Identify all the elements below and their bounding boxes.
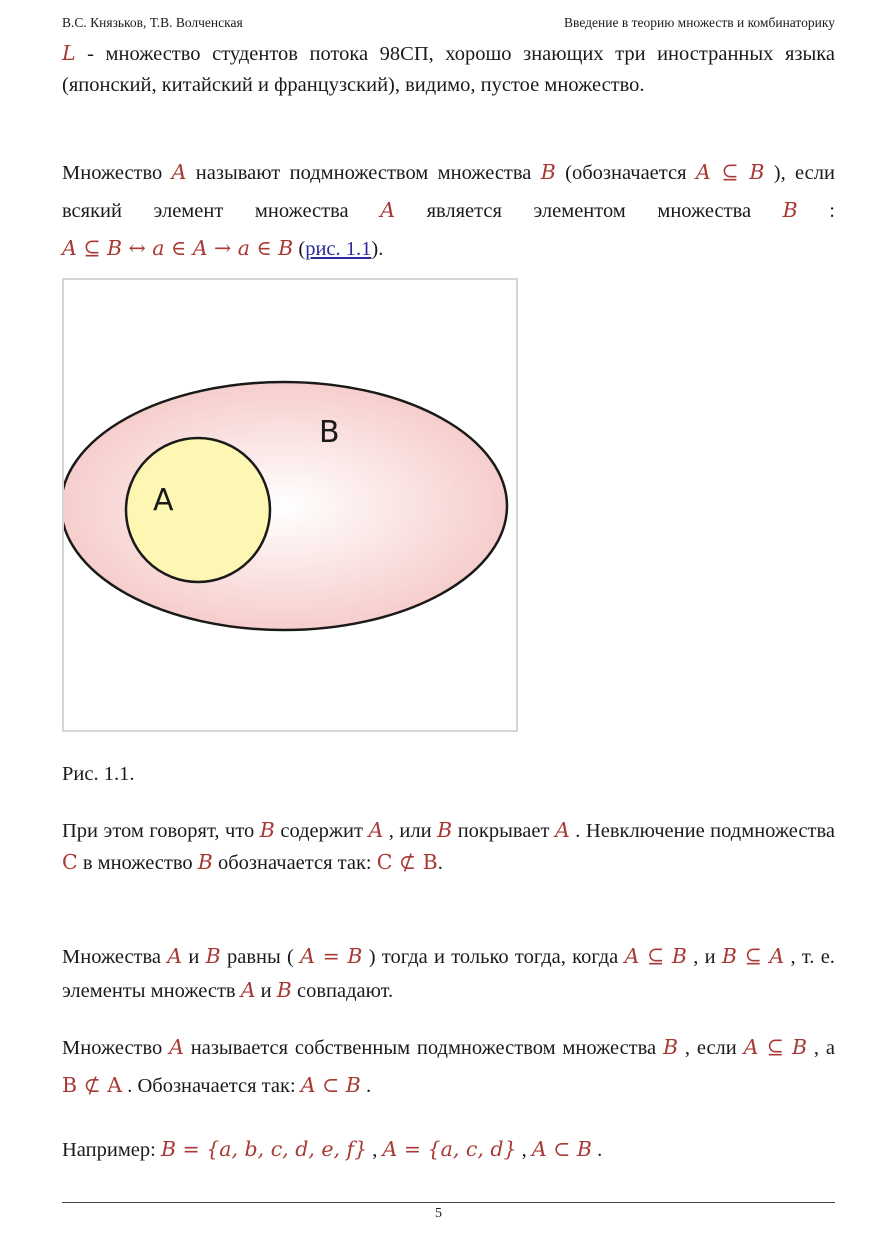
math-B: B (197, 850, 213, 874)
text: Множества (62, 946, 168, 968)
text: в множество (77, 852, 198, 874)
math-C: C (62, 850, 78, 874)
math-subset-expr: A ⊆ B (624, 944, 687, 968)
math-proper-subset-expr: A ⊂ B (300, 1073, 361, 1097)
paragraph-1-text: - множество студентов потока 98СП, хорошо знающих три иностранных языка (японский, китайский и французский), видимо, пустое множество. (62, 43, 835, 96)
math-set-A-def: A = {a, c, d} (382, 1137, 517, 1161)
figure-link[interactable]: рис. 1.1 (305, 238, 372, 260)
text: , (367, 1139, 383, 1161)
figure-caption: Рис. 1.1. (62, 763, 135, 785)
math-B: B (205, 944, 221, 968)
header-authors: В.С. Князьков, Т.В. Волченская (62, 15, 243, 30)
math-A: A (380, 198, 395, 222)
text: равны ( (220, 946, 301, 968)
text: . (360, 1075, 372, 1097)
footer-divider (62, 1202, 835, 1203)
text: Например: (62, 1139, 161, 1161)
math-definition-expr: A ⊆ B ↔ a ∈ A → a ∈ B (62, 236, 294, 260)
text: Множество (62, 1037, 170, 1059)
math-B: B (782, 198, 798, 222)
math-A: A (240, 978, 256, 1002)
text: . (592, 1139, 603, 1161)
text: и (182, 946, 206, 968)
set-A-circle (126, 438, 270, 582)
math-subset-expr: A ⊆ B (743, 1035, 808, 1059)
text: ). (371, 238, 384, 260)
text: содержит (274, 820, 369, 842)
text: ) тогда и только тогда, когда (362, 946, 625, 968)
paragraph-3 (62, 815, 835, 879)
math-set-B-def: B = {a, b, c, d, e, f} (160, 1137, 368, 1161)
text: ), если всякий элемент множества (62, 162, 835, 222)
venn-diagram (64, 280, 516, 730)
paragraph-5 (62, 1029, 835, 1105)
paragraph-4 (62, 940, 835, 1008)
math-A: A (169, 1035, 184, 1059)
text: и (255, 980, 277, 1002)
text: обозначается так: (212, 852, 377, 874)
text: называют подмножеством множества (186, 162, 541, 184)
text: , т. е. элементы множеств (62, 946, 835, 1002)
math-B: B (437, 818, 453, 842)
text: , и (686, 946, 722, 968)
math-B: B (276, 978, 292, 1002)
text: покрывает (452, 820, 555, 842)
text: : (797, 200, 835, 222)
math-equal-expr: A = B (300, 944, 363, 968)
math-A: A (167, 944, 183, 968)
page-number: 5 (435, 1206, 442, 1221)
venn-figure (62, 278, 518, 732)
text: (обозначается (555, 162, 696, 184)
math-A: A (171, 160, 187, 184)
math-proper-subset-expr: A ⊂ B (531, 1137, 593, 1161)
paragraph-6 (62, 1133, 835, 1166)
text: Множество (62, 162, 172, 184)
label-A: A (153, 483, 174, 518)
math-subset-expr: B ⊆ A (721, 944, 785, 968)
math-not-subset-expr: C ⊄ B (376, 850, 438, 874)
text: . Обозначается так: (122, 1075, 301, 1097)
header-title: Введение в теорию множеств и комбинаторику (564, 15, 835, 30)
math-subset-expr: A ⊆ B (695, 160, 765, 184)
math-B: B (540, 160, 556, 184)
text: При этом говорят, что (62, 820, 260, 842)
text: является элементом множества (395, 200, 783, 222)
paragraph-1 (62, 38, 835, 100)
math-L: L (62, 41, 76, 65)
text: называется собственным подмножеством множества (183, 1037, 663, 1059)
text: . Невключение подмножества (569, 820, 835, 842)
label-B: B (319, 415, 340, 450)
text: , или (383, 820, 438, 842)
math-A: A (368, 818, 384, 842)
text: , если (678, 1037, 744, 1059)
math-A: A (554, 818, 570, 842)
math-not-subset-expr: B ⊄ A (62, 1073, 123, 1097)
math-B: B (259, 818, 275, 842)
text: , (516, 1139, 532, 1161)
text: . (437, 852, 443, 874)
text: , а (807, 1037, 835, 1059)
text: ( (293, 238, 306, 260)
math-B: B (662, 1035, 679, 1059)
text: совпадают. (291, 980, 394, 1002)
paragraph-2 (62, 154, 835, 268)
